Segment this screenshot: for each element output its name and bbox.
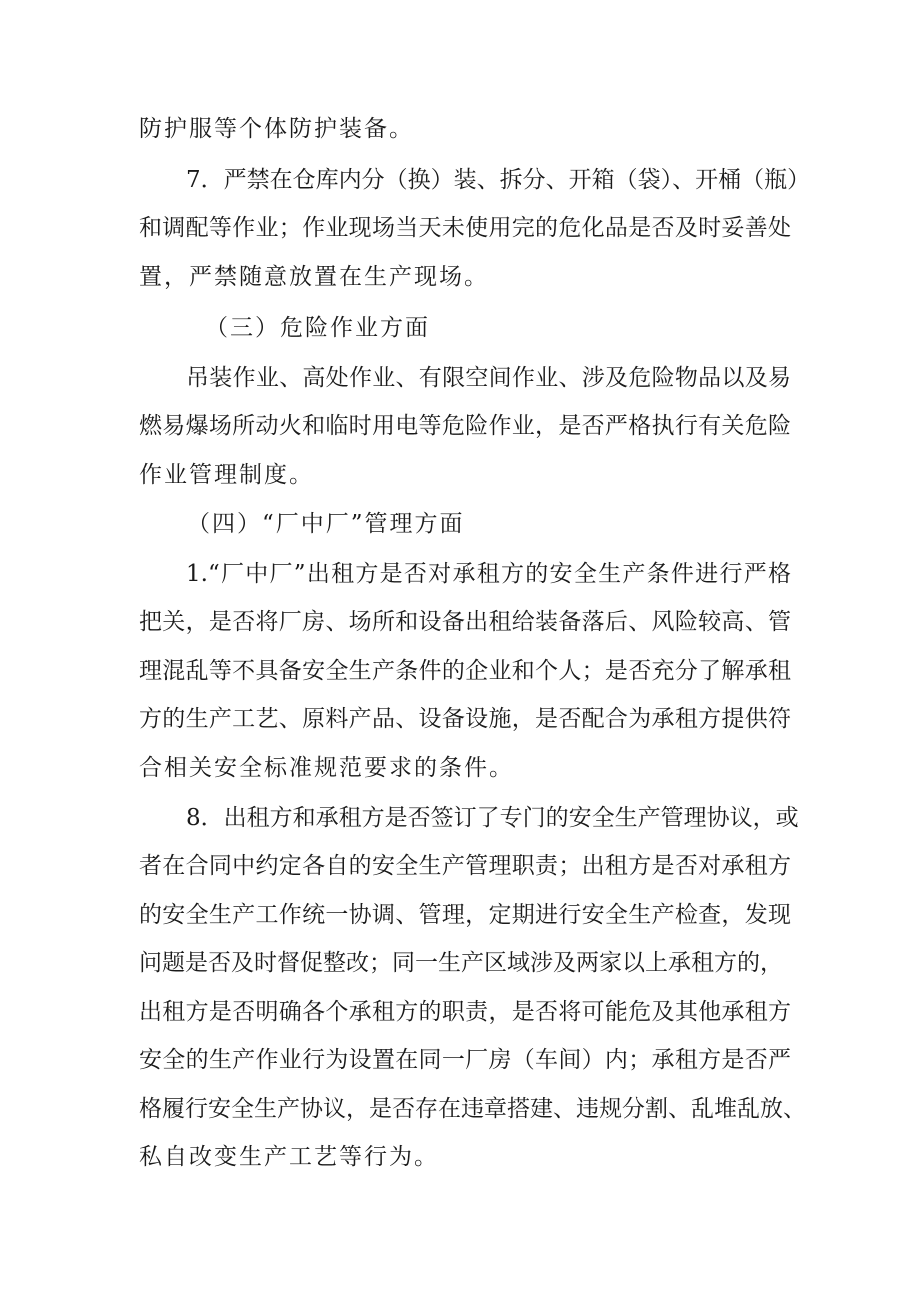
text-line: 吊装作业、高处作业、有限空间作业、涉及危险物品以及易 (186, 365, 791, 391)
text-line: 防护服等个体防护装备。 (139, 116, 414, 142)
text-line: 理混乱等不具备安全生产条件的企业和个人；是否充分了解承租 (139, 658, 791, 684)
text-line: 的安全生产工作统一协调、管理，定期进行安全生产检查，发现 (139, 902, 791, 928)
section-heading: （四）“厂中厂”管理方面 (187, 511, 465, 537)
text-line: 出租方是否明确各个承租方的职责，是否将可能危及其他承租方 (139, 999, 791, 1025)
text-line: 者在合同中约定各自的安全生产管理职责；出租方是否对承租方 (139, 853, 791, 879)
text-line: 格履行安全生产协议，是否存在违章搭建、违规分割、乱堆乱放、 (139, 1096, 806, 1122)
text-line: 置，严禁随意放置在生产现场。 (139, 264, 489, 290)
text-line: 方的生产工艺、原料产品、设备设施，是否配合为承租方提供符 (139, 706, 791, 732)
text-line: 和调配等作业；作业现场当天未使用完的危化品是否及时妥善处 (139, 215, 791, 241)
section-heading: （三）危险作业方面 (205, 315, 430, 341)
text-line: 8．出租方和承租方是否签订了专门的安全生产管理协议，或 (186, 805, 799, 831)
text-line: 安全的生产作业行为设置在同一厂房（车间）内；承租方是否严 (139, 1047, 791, 1073)
text-line: 问题是否及时督促整改；同一生产区域涉及两家以上承租方的， (139, 950, 783, 976)
text-line: 1.“厂中厂”出租方是否对承租方的安全生产条件进行严格 (186, 561, 791, 587)
text-line: 合相关安全标准规范要求的条件。 (139, 755, 514, 781)
text-line: 7．严禁在仓库内分（换）装、拆分、开箱（袋）、开桶（瓶） (186, 167, 811, 193)
text-line: 燃易爆场所动火和临时用电等危险作业，是否严格执行有关危险 (139, 413, 791, 439)
text-line: 把关，是否将厂房、场所和设备出租给装备落后、风险较高、管 (139, 609, 791, 635)
text-line: 作业管理制度。 (139, 462, 314, 488)
text-line: 私自改变生产工艺等行为。 (139, 1144, 439, 1170)
